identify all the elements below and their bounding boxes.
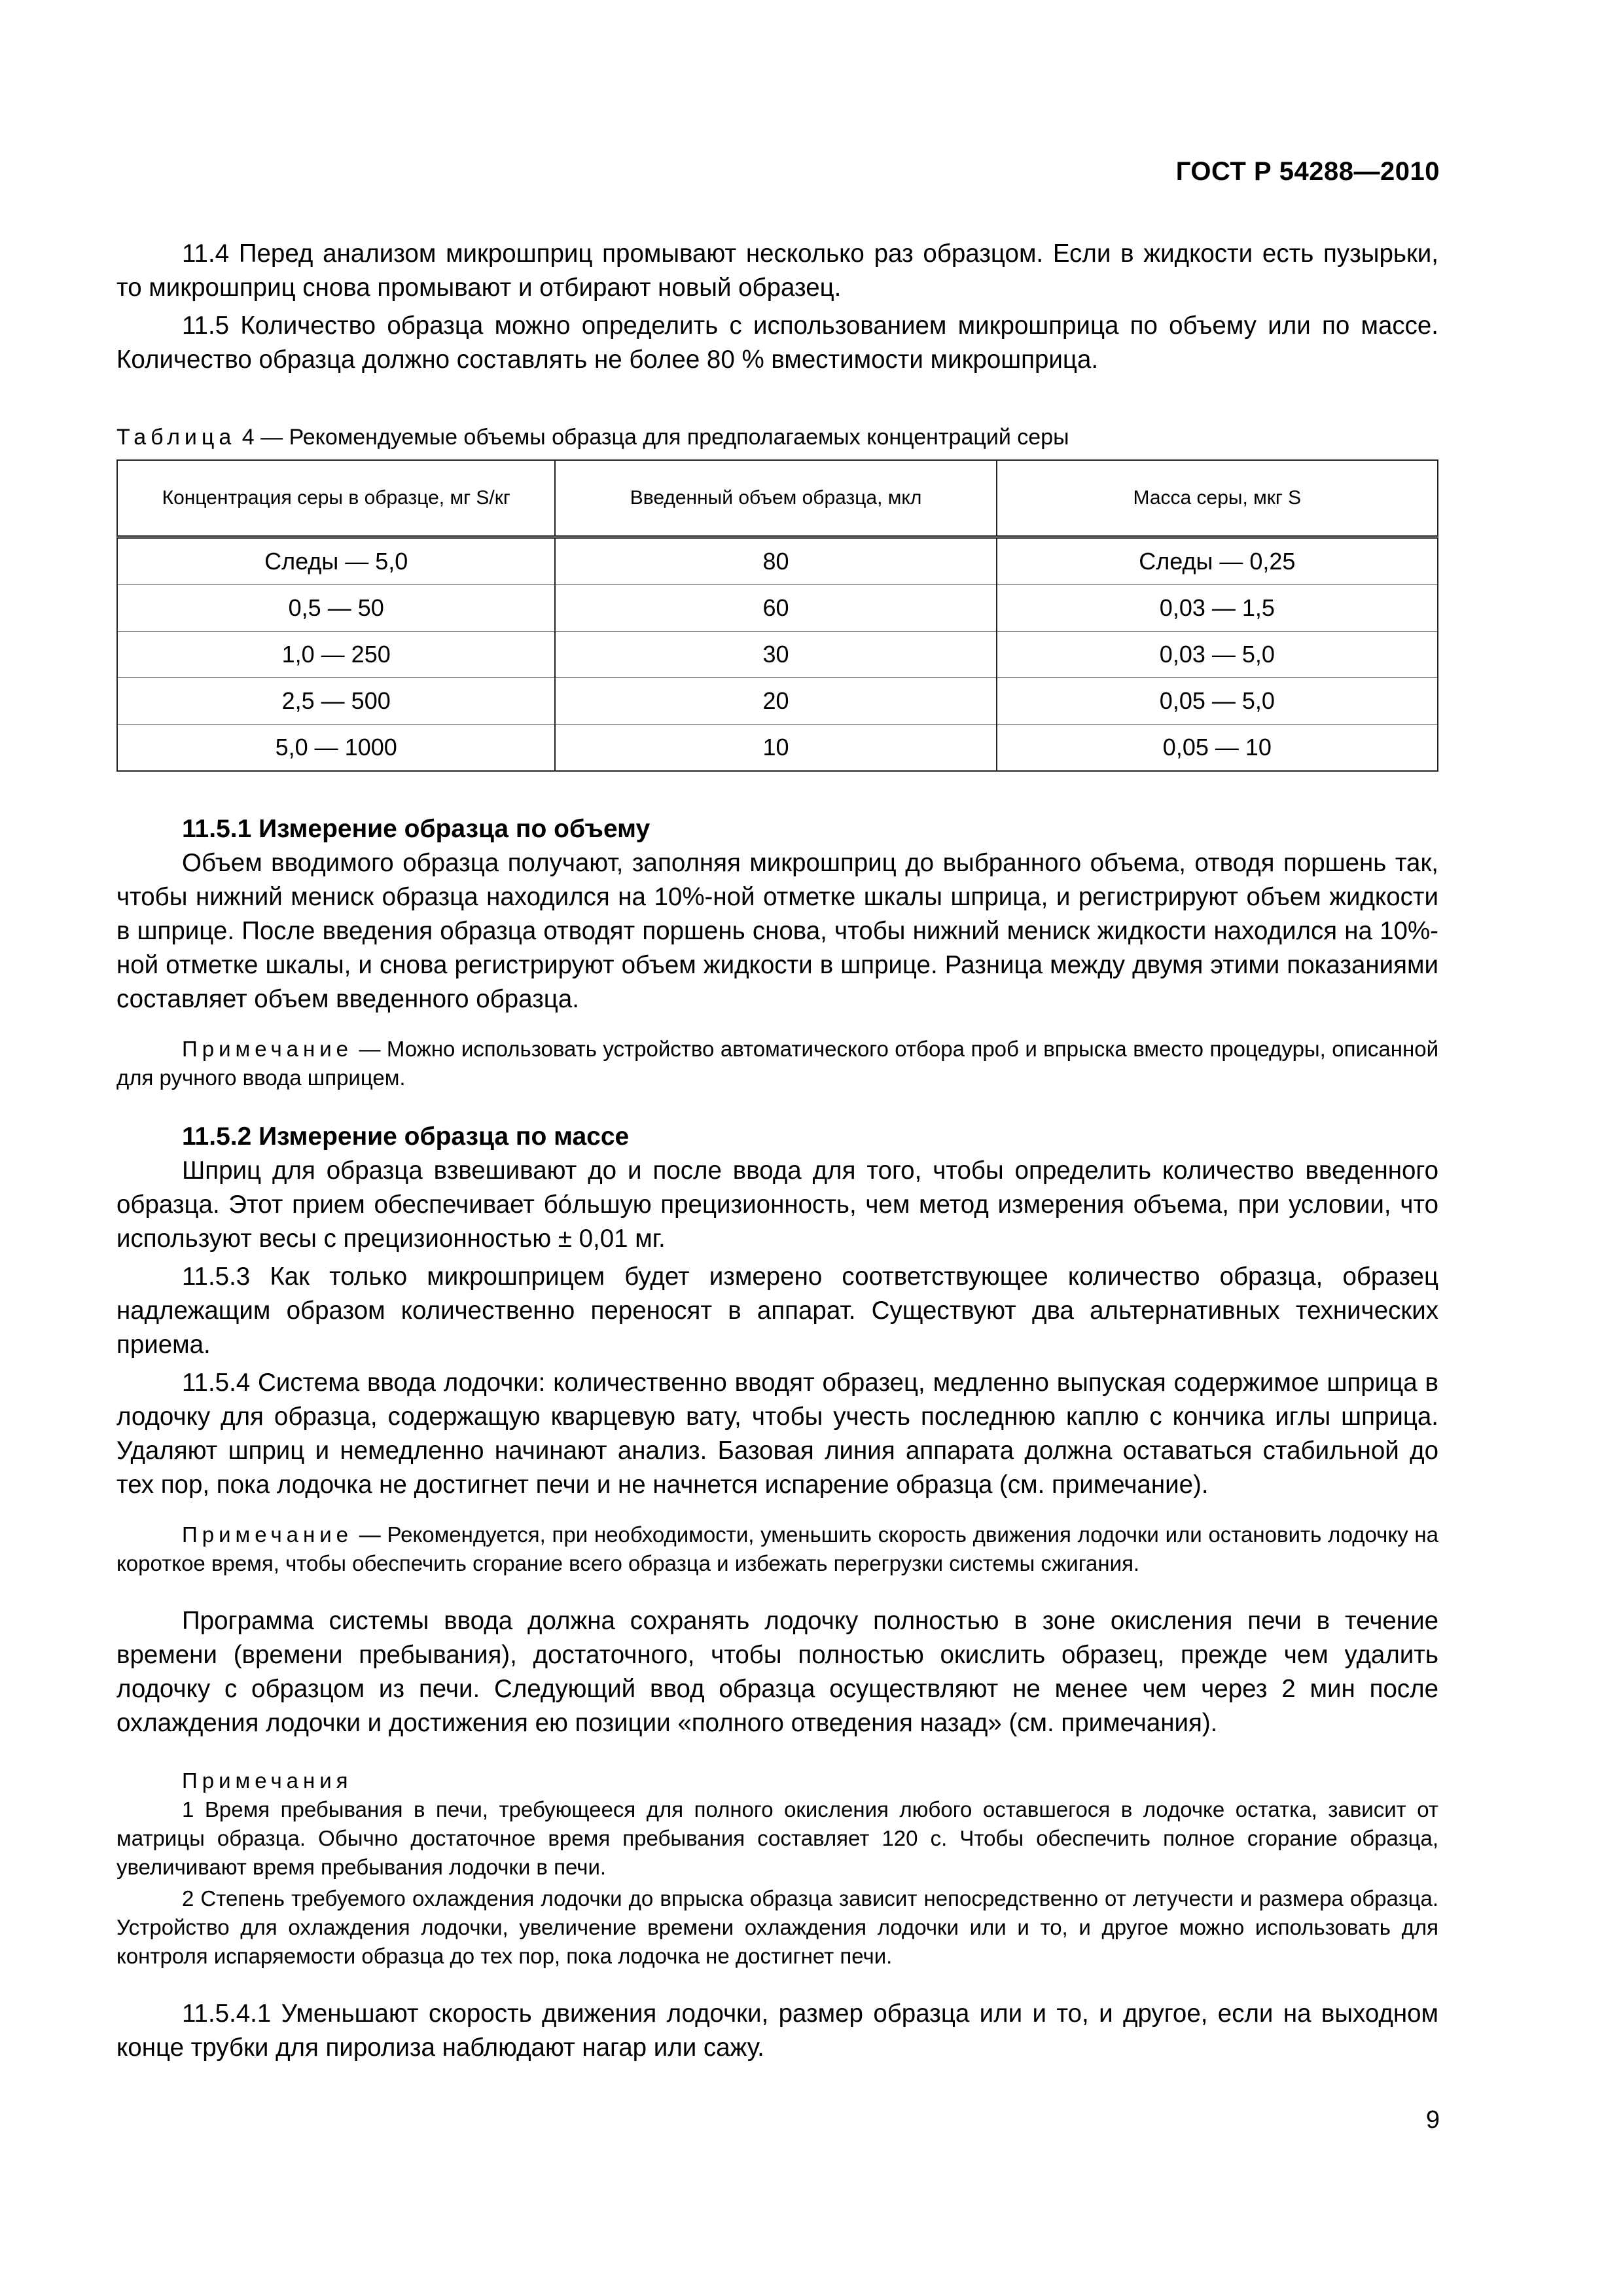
note-item-1: 1 Время пребывания в печи, требующееся для полного окисления любого оставшегося в лодочке остатка, зависит от матрицы образца. Обычно достаточное время пребывания составляет 120 с. Чтобы обеспечить полное сгорание образца, увеличивают время пребывания лодочки в печи.: [116, 1797, 1438, 1879]
table-row: [117, 537, 1438, 585]
table-caption-text: 4 — Рекомендуемые объемы образца для предполагаемых концентраций серы: [241, 425, 1069, 450]
note-item-2: 2 Степень требуемого охлаждения лодочки до впрыска образца зависит непосредственно от летучести и размера образца. Устройство для охлаждения лодочки, увеличение времени охлаждения лодочки или и то, и другое можно использовать для контроля испаряемости образца до тех пор, пока лодочка не достигнет печи.: [116, 1886, 1438, 1968]
cell-concentration: 2,5 — 500: [117, 678, 555, 725]
cell-volume: 60: [555, 585, 996, 632]
note-text: — Можно использовать устройство автоматического отбора проб и впрыска вместо процедуры, описанной для ручного ввода шприцем.: [116, 1037, 1438, 1090]
document-id-header: ГОСТ Р 54288—2010: [1175, 157, 1440, 186]
table-header-row: [117, 460, 1438, 537]
notes-title: Примечания: [182, 1768, 353, 1793]
cell-concentration: 5,0 — 1000: [117, 725, 555, 772]
paragraph-11-5-3: 11.5.3 Как только микрошприцем будет измерено соответствующее количество образца, образец надлежащим образом количественно переносят в аппарат. Существуют два альтернативных технических приема.: [116, 1263, 1438, 1359]
cell-mass: Следы — 0,25: [997, 537, 1438, 585]
table-row: [117, 678, 1438, 725]
table-caption: [116, 423, 1438, 452]
paragraph-11-5-4: 11.5.4 Система ввода лодочки: количественно вводят образец, медленно выпуская содержимое шприца в лодочку для образца, содержащую кварцевую вату, чтобы учесть последнюю каплю с кончика иглы шприца. Удаляют шприц и немедленно начинают анализ. Базовая линия аппарата должна оставаться стабильной до тех пор, пока лодочка не достигнет печи и не начнется испарение образца (см. примечание).: [116, 1369, 1438, 1499]
page-number: 9: [1425, 2106, 1440, 2134]
note-text: — Рекомендуется, при необходимости, уменьшить скорость движения лодочки или остановить лодочку на короткое время, чтобы обеспечить сгорание всего образца и избежать перегрузки системы сжигания.: [116, 1522, 1438, 1575]
table-header-concentration: Концентрация серы в образце, мг S/кг: [117, 460, 555, 537]
cell-volume: 20: [555, 678, 996, 725]
cell-mass: 0,03 — 1,5: [997, 585, 1438, 632]
cell-volume: 80: [555, 537, 996, 585]
section-title-11-5-1: 11.5.1 Измерение образца по объему: [182, 815, 651, 843]
paragraph-11-5-4-1: 11.5.4.1 Уменьшают скорость движения лодочки, размер образца или и то, и другое, если на выходном конце трубки для пиролиза наблюдают нагар или сажу.: [116, 2000, 1438, 2062]
note-label: Примечание: [182, 1037, 353, 1061]
section-body-11-5-2: Шприц для образца взвешивают до и после ввода для того, чтобы определить количество введенного образца. Этот прием обеспечивает бо́льшую прецизионность, чем метод измерения объема, при условии, что используют весы с прецизионностью ± 0,01 мг.: [116, 1157, 1438, 1253]
table-row: [117, 725, 1438, 772]
cell-concentration: Следы — 5,0: [117, 537, 555, 585]
cell-volume: 10: [555, 725, 996, 772]
cell-volume: 30: [555, 632, 996, 678]
note-11-5-4: [116, 1520, 1438, 1578]
note-11-5-1: [116, 1035, 1438, 1092]
cell-mass: 0,05 — 10: [997, 725, 1438, 772]
paragraph-program: Программа системы ввода должна сохранять лодочку полностью в зоне окисления печи в течение времени (времени пребывания), достаточного, чтобы полностью окислить образец, прежде чем удалить лодочку с образцом из печи. Следующий ввод образца осуществляют не менее чем через 2 мин после охлаждения лодочки и достижения ею позиции «полного отведения назад» (см. примечания).: [116, 1607, 1438, 1737]
sulfur-volume-table: [116, 459, 1438, 772]
table-row: [117, 585, 1438, 632]
table-caption-label: Таблица: [116, 425, 236, 450]
table-row: [117, 632, 1438, 678]
cell-concentration: 1,0 — 250: [117, 632, 555, 678]
section-body-11-5-1: Объем вводимого образца получают, заполняя микрошприц до выбранного объема, отводя поршень так, чтобы нижний мениск образца находился на 10%-ной отметке шкалы шприца, и регистрируют объем жидкости в шприце. После введения образца отводят поршень снова, чтобы нижний мениск жидкости находился на 10%-ной отметке шкалы, и снова регистрируют объем жидкости в шприце. Разница между двумя этими показаниями составляет объем введенного образца.: [116, 849, 1438, 1013]
page-content: [116, 237, 1438, 2065]
paragraph-11-4: 11.4 Перед анализом микрошприц промывают несколько раз образцом. Если в жидкости есть пузырьки, то микрошприц снова промывают и отбирают новый образец.: [116, 240, 1438, 302]
cell-concentration: 0,5 — 50: [117, 585, 555, 632]
table-header-mass: Масса серы, мкг S: [997, 460, 1438, 537]
section-title-11-5-2: 11.5.2 Измерение образца по массе: [182, 1122, 630, 1151]
paragraph-11-5: 11.5 Количество образца можно определить с использованием микрошприца по объему или по массе. Количество образца должно составлять не более 80 % вместимости микрошприца.: [116, 312, 1438, 374]
cell-mass: 0,05 — 5,0: [997, 678, 1438, 725]
table-header-volume: Введенный объем образца, мкл: [555, 460, 996, 537]
note-label: Примечание: [182, 1522, 353, 1547]
cell-mass: 0,03 — 5,0: [997, 632, 1438, 678]
